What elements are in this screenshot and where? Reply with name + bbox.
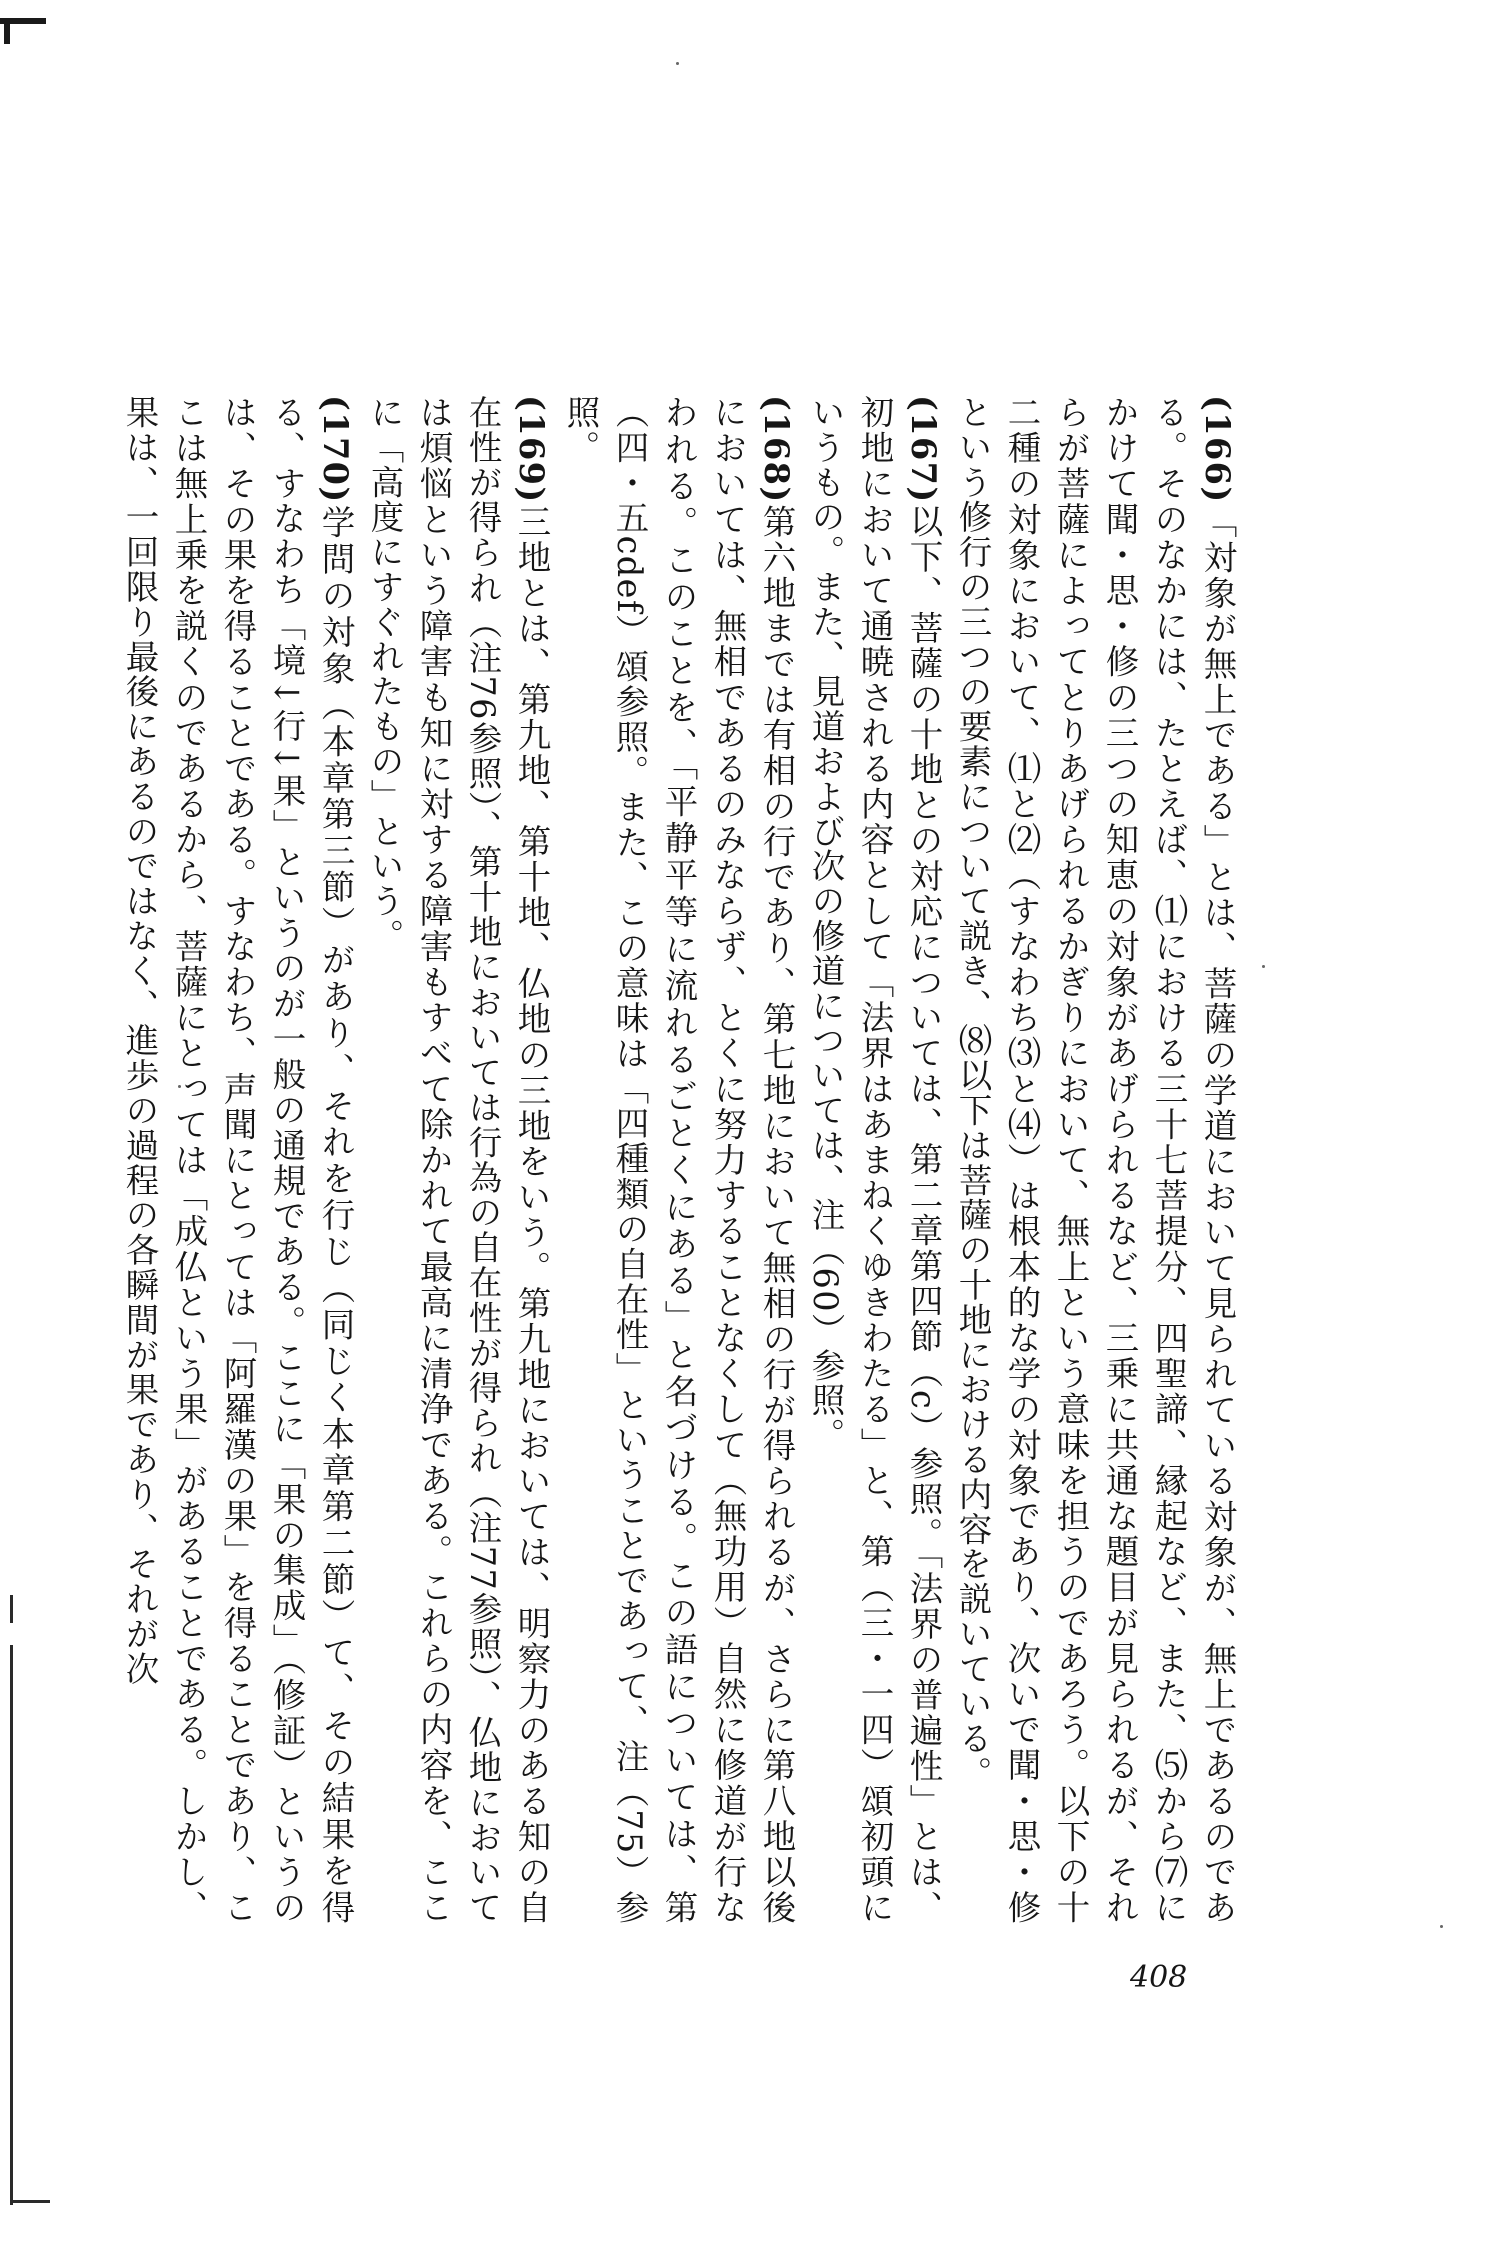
scan-edge-foot [10,2200,50,2203]
footnote-text: 学問の対象（本章第三節）があり、それを行じ（同じく本章第二節）て、その結果を得る、すなわち「境↓行↓果」というのが一般の通規である。ここに「果の集成」（修証）というのは、その果を得ることである。すなわち、声聞にとっては「阿羅漢の果」を得ることであり、ここは無上乗を説くのであるから、菩薩にとっては「成仏という果」があることである。しかし、果は、一回限り最後にあるのではなく、進歩の過程の各瞬間が果であり、それが次 [120,395,355,1925]
footnote-166 [948,395,1242,1925]
footnote-number: (167) [904,395,943,504]
footnote-number: (169) [512,395,551,504]
footnotes-body [115,395,1242,1925]
footnote-number: (170) [316,395,355,504]
scan-corner-mark [0,18,46,24]
footnote-text: 三地とは、第九地、第十地、仏地の三地をいう。第九地においては、明察力のある知の自在性が得られ（注76参照）、第十地においては行為の自在性が得られ（注77参照）、仏地においては煩悩という障害も知に対する障害もすべて除かれて最高に清浄である。これらの内容を、ここに「高度にすぐれたもの」という。 [365,395,551,1925]
scan-edge-rule [10,1645,13,2205]
footnote-number: (166) [1198,395,1237,504]
page-number: 408 [1130,1960,1188,1995]
footnote-170 [115,395,360,1925]
footnote-168 [556,395,801,1925]
scan-speck [1440,1925,1443,1928]
footnote-167 [801,395,948,1925]
scan-speck [1262,965,1265,968]
scan-speck [676,62,679,65]
footnote-text: 第六地までは有相の行であり、第七地において無相の行が得られるが、さらに第八地以後においては、無相であるのみならず、とくに努力することなくして（無功用）自然に修道が行なわれる。このことを、「平静平等に流れるごとくにある」と名づける。この語については、第（四・五cdef）頌参照。また、この意味は「四種類の自在性」ということであって、注（75）参照。 [561,395,796,1925]
footnote-text: 「対象が無上である」とは、菩薩の学道において見られている対象が、無上であるのである。そのなかには、たとえば、⑴における三十七菩提分、四聖諦、縁起など、また、⑸から⑺にかけて聞・思・修の三つの知恵の対象があげられるなど、三乗に共通な題目が見られるが、それらが菩薩によってとりあげられるかぎりにおいて、無上という意味を担うのであろう。以下の十二種の対象において、⑴と⑵（すなわち⑶と⑷）は根本的な学の対象であり、次いで聞・思・修という修行の三つの要素について説き、⑻以下は菩薩の十地における内容を説いている。 [953,395,1237,1925]
footnote-169 [360,395,556,1925]
footnote-number: (168) [757,395,796,504]
footnote-text: 以下、菩薩の十地との対応については、第二章第四節（c）参照。「法界の普遍性」とは、初地において通暁される内容として「法界はあまねくゆきわたる」と、第（三・一四）頌初頭にいうもの。また、見道および次の修道については、注（60）参照。 [806,395,943,1925]
scan-edge-mark [10,1595,13,1623]
